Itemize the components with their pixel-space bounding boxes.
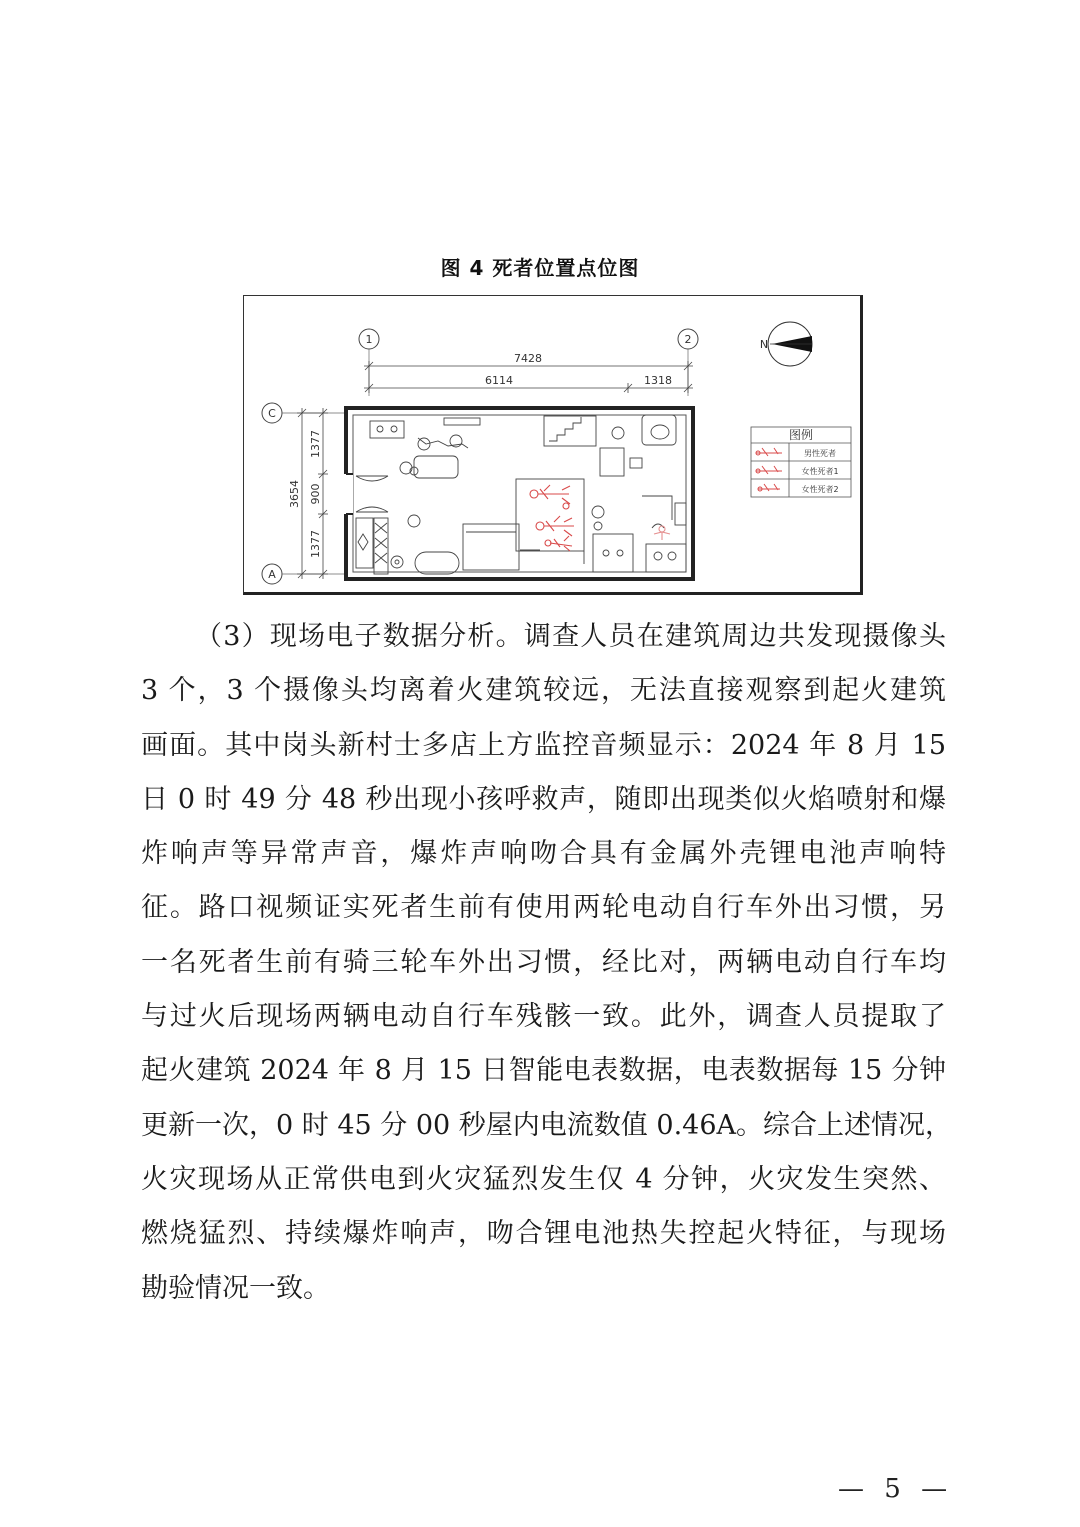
axis-label-2: 2: [684, 333, 692, 346]
victim-female-2: [545, 536, 572, 551]
paragraph-line: 与过火后现场两辆电动自行车残骸一致。此外，调查人员提取了: [141, 1001, 946, 1033]
body-paragraph: [141, 610, 953, 1316]
paragraph-line: 火灾现场从正常供电到火灾猛烈发生仅 4 分钟，火灾发生突然、: [141, 1163, 946, 1195]
paragraph-line: 日 0 时 49 分 48 秒出现小孩呼救声，随即出现类似火焰喷射和爆: [141, 783, 946, 815]
victim-male: [530, 485, 570, 509]
north-compass: [768, 322, 812, 366]
paragraph-line: 炸响声等异常声音，爆炸声响吻合具有金属外壳锂电池声响特: [141, 838, 946, 870]
paragraph-line: 征。路口视频证实死者生前有使用两轮电动自行车外出习惯，另: [141, 892, 946, 924]
figure-caption: 图 4 死者位置点位图: [440, 256, 640, 280]
victim-marker-kitchen: [654, 526, 670, 540]
axis-label-a: A: [268, 568, 276, 581]
furniture: [356, 415, 686, 574]
paragraph-line: 一名死者生前有骑三轮车外出习惯，经比对，两辆电动自行车均: [141, 946, 946, 978]
paragraph-line: 勘验情况一致。: [141, 1272, 330, 1304]
dim-total-height: 3654: [288, 480, 301, 508]
axis-label-1: 1: [365, 333, 373, 346]
entrance-doors: [356, 476, 388, 512]
floor-plan-figure: [243, 295, 863, 595]
dim-seg-top: 1377: [309, 430, 322, 458]
legend-item-female-2: 女性死者2: [801, 485, 839, 494]
legend-item-female-1: 女性死者1: [801, 467, 839, 476]
victim-female-1: [536, 516, 574, 536]
paragraph-line: （3）现场电子数据分析。调查人员在建筑周边共发现摄像头: [195, 621, 946, 652]
floor-plan-drawing: [244, 296, 861, 593]
axis-label-c: C: [268, 407, 276, 420]
dim-left-span: 6114: [485, 374, 513, 387]
paragraph-line: 3 个，3 个摄像头均离着火建筑较远，无法直接观察到起火建筑: [141, 675, 946, 707]
paragraph-line: 燃烧猛烈、持续爆炸响声，吻合锂电池热失控起火特征，与现场: [141, 1218, 946, 1250]
building-walls: [341, 408, 693, 579]
paragraph-line: 更新一次，0 时 45 分 00 秒屋内电流数值 0.46A。综合上述情况，: [141, 1109, 953, 1141]
compass-north-label: N: [759, 338, 769, 351]
legend-item-male: 男性死者: [804, 449, 836, 458]
page-number: — 5 —: [838, 1474, 954, 1504]
paragraph-line: 画面。其中岗头新村士多店上方监控音频显示：2024 年 8 月 15: [141, 729, 946, 761]
dim-seg-mid: 900: [309, 483, 322, 505]
dim-seg-bottom: 1377: [309, 530, 322, 558]
dim-total-width: 7428: [514, 352, 542, 365]
dim-right-span: 1318: [644, 374, 672, 387]
legend-title: 图例: [788, 428, 814, 442]
paragraph-line: 起火建筑 2024 年 8 月 15 日智能电表数据，电表数据每 15 分钟: [141, 1055, 946, 1087]
